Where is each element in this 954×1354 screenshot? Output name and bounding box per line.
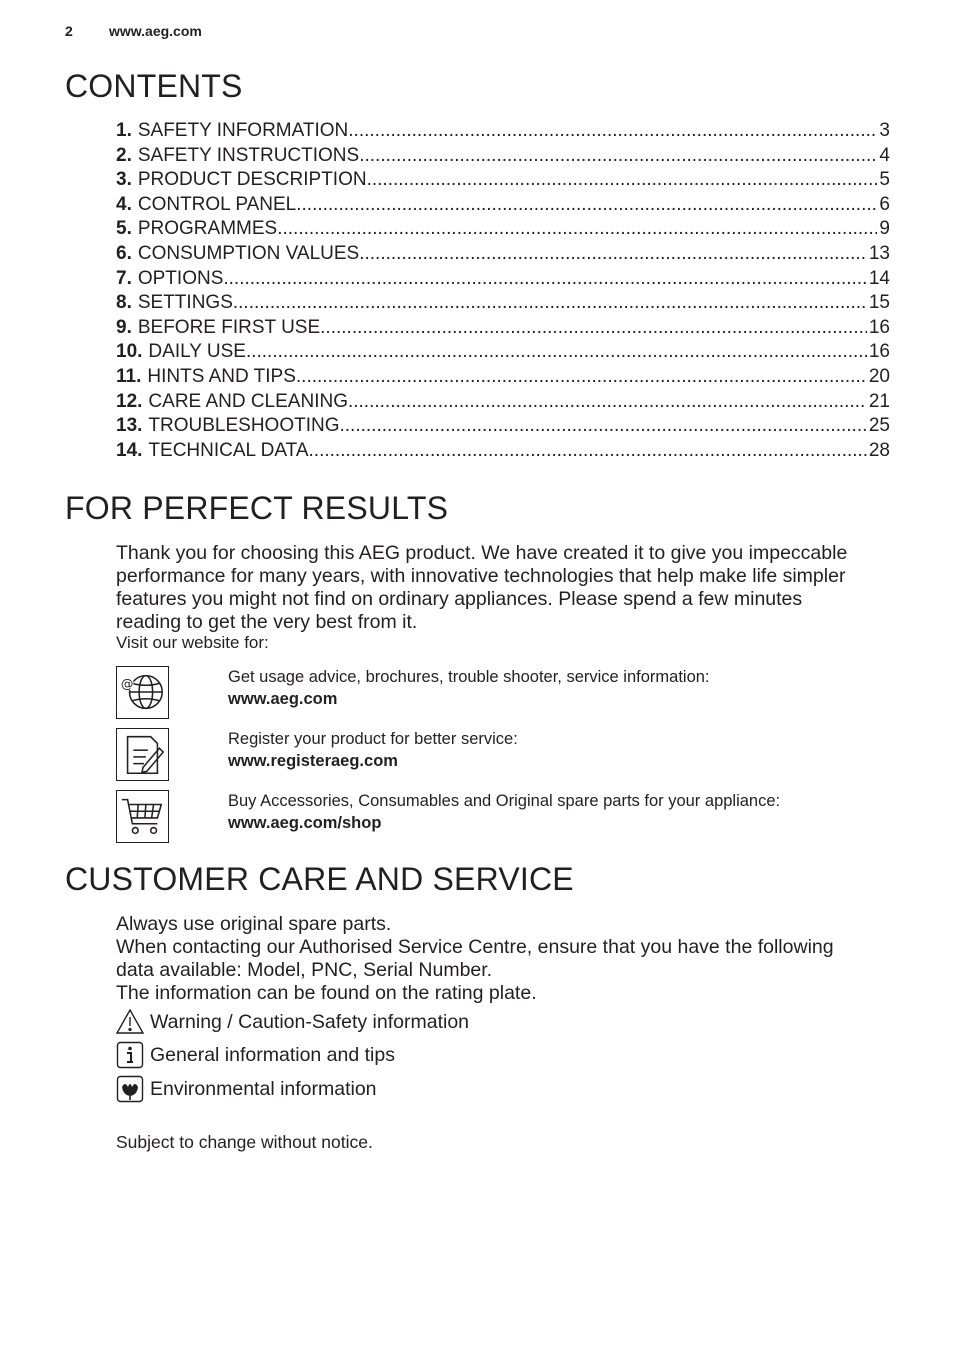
- intro-paragraph: [116, 542, 896, 634]
- change-notice: Subject to change without notice.: [116, 1132, 373, 1152]
- toc-page: 5: [879, 169, 890, 191]
- link-url[interactable]: www.registeraeg.com: [228, 752, 398, 770]
- toc-item[interactable]: [116, 267, 890, 292]
- toc-number: 4.: [116, 193, 132, 215]
- toc-label: PRODUCT DESCRIPTION: [137, 169, 367, 191]
- shop-link-row: [116, 790, 896, 846]
- toc-label: TROUBLESHOOTING: [148, 415, 340, 437]
- toc-page: 20: [868, 365, 890, 387]
- care-line: data available: Model, PNC, Serial Number.: [116, 959, 493, 981]
- toc-item[interactable]: [116, 217, 890, 242]
- toc-page: 14: [868, 267, 890, 289]
- toc-page: 4: [879, 144, 890, 166]
- toc-label: OPTIONS: [137, 267, 224, 289]
- link-description: Buy Accessories, Consumables and Original spare parts for your appliance:: [228, 792, 781, 810]
- toc-label: CONTROL PANEL: [137, 193, 297, 215]
- toc-number: 12.: [116, 390, 143, 412]
- toc-page: 9: [879, 218, 890, 240]
- toc-item[interactable]: [116, 340, 890, 365]
- toc-page: 15: [868, 292, 890, 314]
- toc-number: 14.: [116, 439, 143, 461]
- toc-number: 9.: [116, 316, 132, 338]
- toc-page: 16: [868, 341, 890, 363]
- toc-item[interactable]: [116, 291, 890, 316]
- intro-line: performance for many years, with innovative technologies that help make life simpler: [116, 565, 846, 587]
- care-line: Always use original spare parts.: [116, 913, 392, 935]
- toc-label: TECHNICAL DATA: [148, 439, 309, 461]
- perfect-results-title: FOR PERFECT RESULTS: [65, 490, 449, 526]
- toc-leader: [359, 144, 877, 169]
- svg-text:@: @: [120, 676, 134, 692]
- toc-leader: [320, 316, 867, 341]
- toc-item[interactable]: [116, 193, 890, 218]
- toc-label: PROGRAMMES: [137, 218, 278, 240]
- toc-item[interactable]: [116, 390, 890, 415]
- legend-warning: [116, 1008, 469, 1036]
- intro-line: features you might not find on ordinary appliances. Please spend a few minutes: [116, 588, 803, 610]
- toc-leader: [367, 168, 878, 193]
- toc-page: 13: [868, 242, 890, 264]
- link-url[interactable]: www.aeg.com/shop: [228, 814, 382, 832]
- contents-title: CONTENTS: [65, 68, 243, 104]
- link-url[interactable]: www.aeg.com: [228, 690, 338, 708]
- register-form-icon: [116, 728, 169, 781]
- legend-text: General information and tips: [150, 1043, 395, 1066]
- toc-leader: [359, 242, 867, 267]
- register-link-row: [116, 728, 896, 784]
- toc-number: 13.: [116, 415, 143, 437]
- intro-line: reading to get the very best from it.: [116, 611, 418, 633]
- legend-environment: [116, 1075, 377, 1103]
- toc-page: 28: [868, 439, 890, 461]
- toc-number: 2.: [116, 144, 132, 166]
- toc-number: 8.: [116, 292, 132, 314]
- toc-number: 10.: [116, 341, 143, 363]
- toc-leader: [348, 119, 877, 144]
- header-website[interactable]: www.aeg.com: [109, 23, 202, 39]
- intro-line: Thank you for choosing this AEG product. We have created it to give you impeccable: [116, 542, 848, 564]
- toc-leader: [277, 217, 877, 242]
- environment-icon: [116, 1075, 144, 1103]
- page-number: 2: [65, 23, 73, 39]
- toc-label: DAILY USE: [148, 341, 246, 363]
- toc-leader: [348, 390, 867, 415]
- toc-leader: [309, 439, 867, 464]
- website-link-text: [228, 666, 710, 710]
- toc-page: 6: [879, 193, 890, 215]
- legend-info: [116, 1041, 395, 1069]
- toc-item[interactable]: [116, 168, 890, 193]
- globe-at-icon: [116, 666, 169, 719]
- toc-leader: [296, 365, 867, 390]
- link-description: Get usage advice, brochures, trouble shooter, service information:: [228, 668, 710, 686]
- link-description: Register your product for better service:: [228, 730, 518, 748]
- care-line: When contacting our Authorised Service Centre, ensure that you have the following: [116, 936, 834, 958]
- toc-page: 25: [868, 415, 890, 437]
- toc-item[interactable]: [116, 414, 890, 439]
- toc-number: 1.: [116, 120, 132, 141]
- toc-item[interactable]: [116, 365, 890, 390]
- toc-item[interactable]: [116, 119, 890, 144]
- toc-item[interactable]: [116, 316, 890, 341]
- toc-label: SAFETY INFORMATION: [137, 120, 349, 141]
- toc-page: 16: [868, 316, 890, 338]
- toc-label: SAFETY INSTRUCTIONS: [137, 144, 360, 166]
- customer-care-paragraph: [116, 913, 896, 1005]
- shopping-cart-icon: [116, 790, 169, 843]
- table-of-contents: [116, 119, 890, 463]
- toc-leader: [246, 340, 867, 365]
- toc-number: 3.: [116, 169, 132, 191]
- toc-label: HINTS AND TIPS: [147, 365, 296, 387]
- toc-leader: [223, 267, 866, 292]
- toc-leader: [340, 414, 867, 439]
- register-link-text: [228, 728, 518, 772]
- legend-text: Environmental information: [150, 1077, 377, 1100]
- toc-label: BEFORE FIRST USE: [137, 316, 321, 338]
- legend-text: Warning / Caution-Safety information: [150, 1010, 470, 1033]
- website-link-row: [116, 666, 896, 722]
- toc-page: 3: [879, 120, 890, 141]
- shop-link-text: [228, 790, 780, 834]
- warning-triangle-icon: [116, 1008, 144, 1036]
- toc-item[interactable]: [116, 439, 890, 464]
- toc-leader: [296, 193, 877, 218]
- toc-number: 5.: [116, 218, 132, 240]
- care-line: The information can be found on the rating plate.: [116, 982, 537, 1004]
- toc-label: CARE AND CLEANING: [148, 390, 348, 412]
- toc-number: 7.: [116, 267, 132, 289]
- toc-label: CONSUMPTION VALUES: [137, 242, 360, 264]
- visit-label: Visit our website for:: [116, 633, 269, 652]
- toc-label: SETTINGS: [137, 292, 233, 314]
- toc-page: 21: [868, 390, 890, 412]
- toc-number: 6.: [116, 242, 132, 264]
- toc-leader: [233, 291, 867, 316]
- toc-item[interactable]: [116, 242, 890, 267]
- page-header: [65, 23, 202, 39]
- customer-care-title: CUSTOMER CARE AND SERVICE: [65, 861, 574, 897]
- toc-number: 11.: [116, 365, 142, 387]
- toc-item[interactable]: [116, 144, 890, 169]
- info-icon: [116, 1041, 144, 1069]
